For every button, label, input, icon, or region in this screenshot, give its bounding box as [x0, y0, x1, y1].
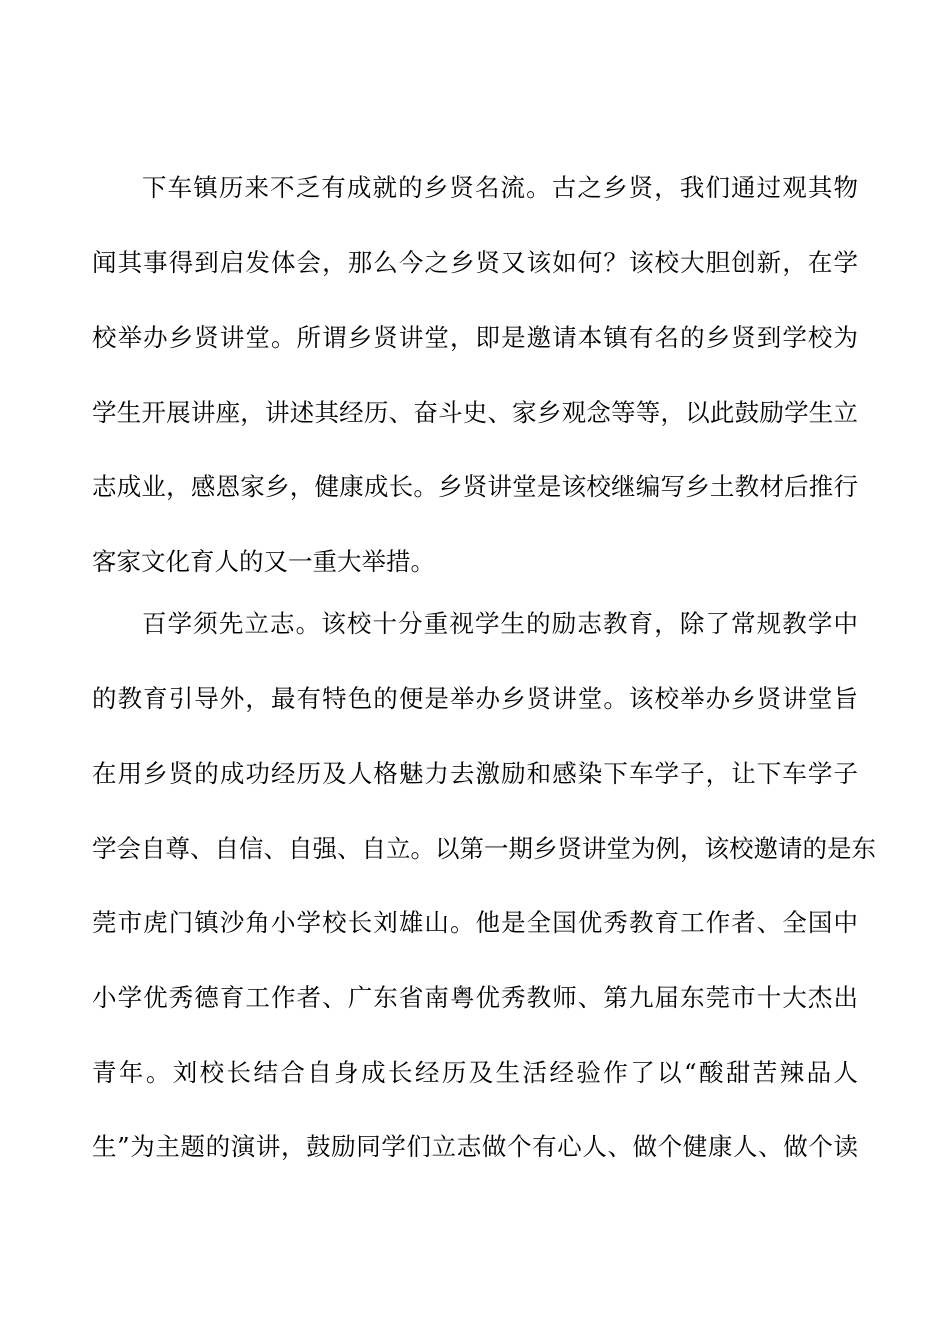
paragraph-2-line-2: 的教育引导外，最有特色的便是举办乡贤讲堂。该校举办乡贤讲堂旨: [92, 684, 858, 713]
paragraph-2-line-1: 百学须先立志。该校十分重视学生的励志教育，除了常规教学中: [142, 609, 858, 638]
paragraph-2-line-8: 生”为主题的演讲，鼓励同学们立志做个有心人、做个健康人、做个读: [92, 1132, 858, 1161]
paragraph-1-line-3: 校举办乡贤讲堂。所谓乡贤讲堂，即是邀请本镇有名的乡贤到学校为: [92, 323, 858, 352]
paragraph-1-line-6: 客家文化育人的又一重大举措。: [92, 547, 435, 576]
paragraph-1-line-1: 下车镇历来不乏有成就的乡贤名流。古之乡贤，我们通过观其物: [142, 173, 858, 202]
paragraph-2-line-5: 莞市虎门镇沙角小学校长刘雄山。他是全国优秀教育工作者、全国中: [92, 908, 858, 937]
paragraph-1-line-4: 学生开展讲座，讲述其经历、奋斗史、家乡观念等等，以此鼓励学生立: [92, 398, 858, 427]
paragraph-1-line-5: 志成业，感恩家乡，健康成长。乡贤讲堂是该校继编写乡土教材后推行: [92, 472, 858, 501]
paragraph-2-line-7: 青年。刘校长结合自身成长经历及生活经验作了以“酸甜苦辣品人: [92, 1058, 858, 1087]
paragraph-1-line-2: 闻其事得到启发体会，那么今之乡贤又该如何？该校大胆创新，在学: [92, 248, 858, 277]
paragraph-2-line-4: 学会自尊、自信、自强、自立。以第一期乡贤讲堂为例，该校邀请的是东: [92, 834, 876, 863]
paragraph-2-line-3: 在用乡贤的成功经历及人格魅力去激励和感染下车学子，让下车学子: [92, 759, 858, 788]
paragraph-2-line-6: 小学优秀德育工作者、广东省南粤优秀教师、第九届东莞市十大杰出: [92, 983, 858, 1012]
